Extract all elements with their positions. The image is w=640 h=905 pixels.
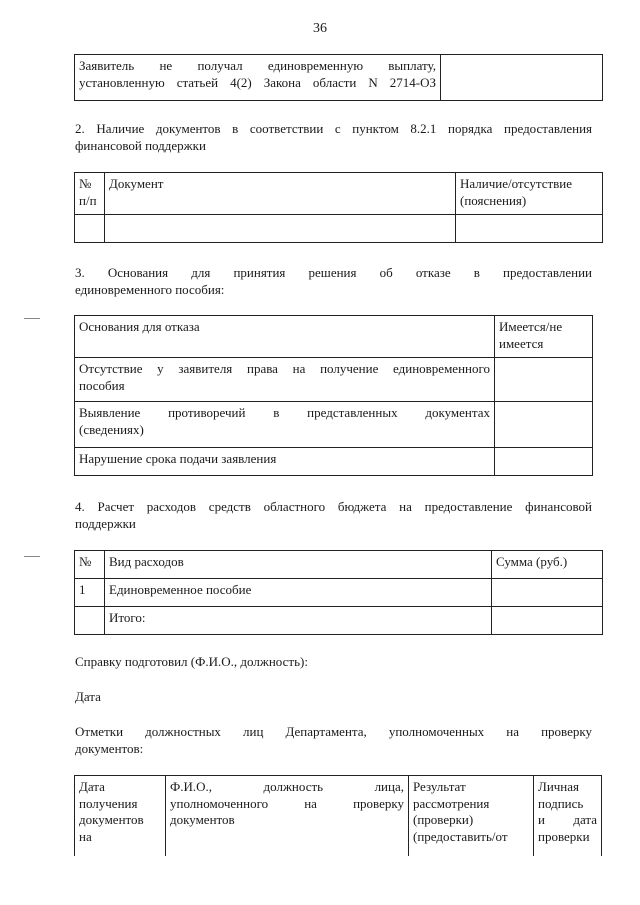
heading-line: 3. Основания для принятия решения об отказе в предоставлении bbox=[75, 265, 592, 280]
table-row bbox=[75, 215, 603, 243]
header-expense-type: Вид расходов bbox=[105, 551, 492, 579]
cell-text-line: Отсутствие у заявителя права на получение единовременного bbox=[79, 361, 490, 376]
total-label: Итого: bbox=[105, 607, 492, 635]
table-row bbox=[75, 607, 603, 635]
header-text: Имеется/не bbox=[499, 319, 563, 334]
empty-cell bbox=[495, 448, 593, 476]
margin-mark bbox=[24, 556, 40, 557]
table-header-row bbox=[75, 551, 603, 579]
officials-marks-table bbox=[74, 775, 602, 856]
header-grounds: Основания для отказа bbox=[75, 316, 495, 358]
ground-cell bbox=[75, 402, 495, 448]
table-row bbox=[75, 358, 593, 402]
header-document: Документ bbox=[105, 173, 456, 215]
refusal-grounds-table bbox=[74, 315, 593, 476]
header-text: Наличие/отсутствие bbox=[460, 176, 573, 191]
header-number: № bbox=[75, 551, 105, 579]
empty-cell bbox=[492, 607, 603, 635]
expense-type: Единовременное пособие bbox=[105, 579, 492, 607]
table-header-row bbox=[75, 316, 593, 358]
documents-table bbox=[74, 172, 603, 243]
page-number: 36 bbox=[313, 21, 327, 36]
condition-cell bbox=[75, 55, 441, 101]
cell-text-line: Заявитель не получал единовременную выплату, bbox=[79, 58, 436, 73]
cell-text-line: пособия bbox=[79, 377, 125, 393]
header-text: уполномоченного на проверку bbox=[170, 795, 404, 811]
applicant-payment-table bbox=[74, 54, 603, 101]
margin-mark bbox=[24, 318, 40, 319]
empty-cell bbox=[495, 358, 593, 402]
date-label: Дата bbox=[75, 689, 101, 704]
expenses-table bbox=[74, 550, 603, 635]
header-receipt-date bbox=[75, 776, 166, 856]
section-2-heading bbox=[75, 121, 592, 154]
section-3-heading bbox=[75, 265, 592, 298]
header-text: Дата bbox=[79, 779, 105, 794]
cell-text-line: установленную статьей 4(2) Закона области N 2714-ОЗ bbox=[79, 74, 436, 90]
header-text: на bbox=[79, 828, 92, 844]
header-amount: Сумма (руб.) bbox=[492, 551, 603, 579]
heading-line: 2. Наличие документов в соответствии с пунктом 8.2.1 порядка предоставления bbox=[75, 121, 592, 136]
cell-text-line: (сведениях) bbox=[79, 421, 144, 437]
heading-line: Отметки должностных лиц Департамента, уполномоченных на проверку bbox=[75, 724, 592, 739]
section-4-heading bbox=[75, 499, 592, 532]
heading-line: финансовой поддержки bbox=[75, 137, 206, 153]
header-text: № bbox=[79, 176, 92, 191]
header-text: (пояснения) bbox=[460, 192, 527, 208]
table-row bbox=[75, 579, 603, 607]
section-5-heading bbox=[75, 724, 592, 757]
header-text: проверки bbox=[538, 828, 590, 844]
header-text: рассмотрения bbox=[413, 795, 490, 811]
prepared-by-label: Справку подготовил (Ф.И.О., должность): bbox=[75, 654, 308, 669]
cell-text-line: Выявление противоречий в представленных документах bbox=[79, 405, 490, 420]
empty-cell bbox=[105, 215, 456, 243]
heading-line: единовременного пособия: bbox=[75, 281, 225, 297]
header-text: и дата bbox=[538, 812, 597, 828]
header-text: документов bbox=[170, 812, 235, 828]
empty-cell bbox=[492, 579, 603, 607]
header-text: имеется bbox=[499, 335, 544, 351]
header-text: получения bbox=[79, 795, 138, 811]
heading-line: 4. Расчет расходов средств областного бюджета на предоставление финансовой bbox=[75, 499, 592, 514]
table-header-row bbox=[75, 173, 603, 215]
empty-cell bbox=[441, 55, 603, 101]
empty-cell bbox=[75, 215, 105, 243]
header-text: Личная bbox=[538, 779, 580, 794]
header-text: Результат bbox=[413, 779, 466, 794]
header-text: (предоставить/от bbox=[413, 828, 508, 844]
row-number: 1 bbox=[75, 579, 105, 607]
empty-cell bbox=[495, 402, 593, 448]
header-text: Ф.И.О., должность лица, bbox=[170, 779, 404, 794]
header-presence bbox=[495, 316, 593, 358]
header-availability bbox=[456, 173, 603, 215]
header-signature-date bbox=[534, 776, 602, 856]
header-text: п/п bbox=[79, 192, 97, 208]
ground-cell: Нарушение срока подачи заявления bbox=[75, 448, 495, 476]
header-text: документов bbox=[79, 812, 144, 828]
header-official-name bbox=[166, 776, 409, 856]
heading-line: документов: bbox=[75, 740, 144, 756]
heading-line: поддержки bbox=[75, 515, 136, 531]
header-text: подпись bbox=[538, 795, 584, 811]
table-header-row bbox=[75, 776, 602, 856]
empty-cell bbox=[456, 215, 603, 243]
empty-cell bbox=[75, 607, 105, 635]
table-row bbox=[75, 448, 593, 476]
ground-cell bbox=[75, 358, 495, 402]
header-review-result bbox=[409, 776, 534, 856]
table-row bbox=[75, 55, 603, 101]
header-text: (проверки) bbox=[413, 812, 474, 828]
table-row bbox=[75, 402, 593, 448]
header-number bbox=[75, 173, 105, 215]
